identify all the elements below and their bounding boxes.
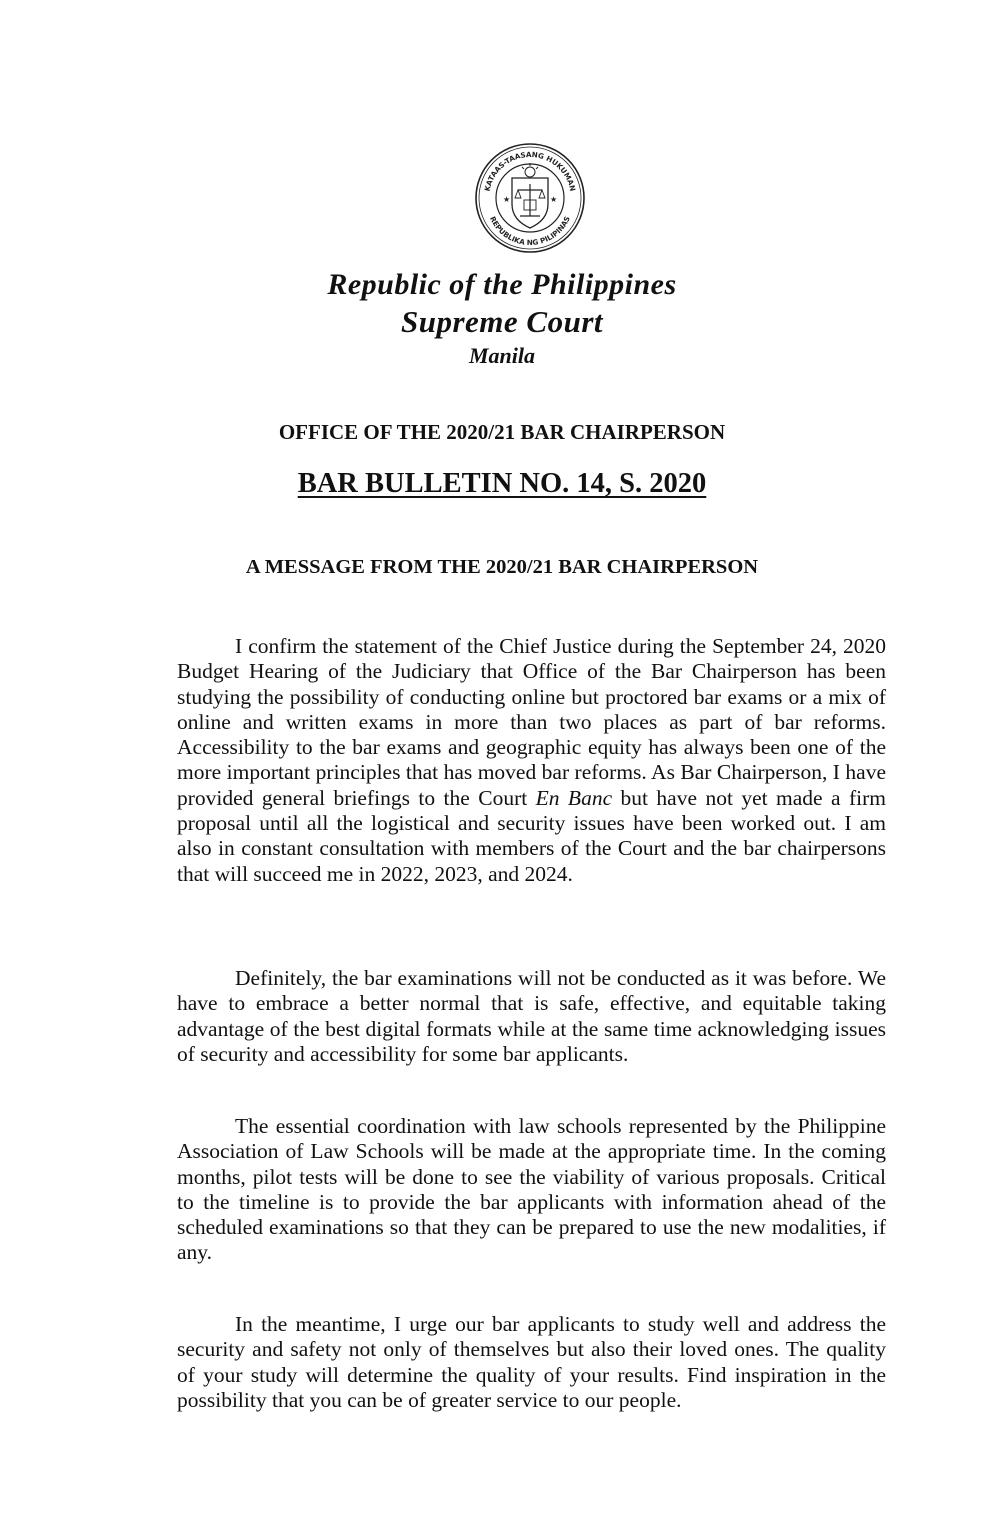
paragraph-1-text-b: but have not yet made a firm proposal until all the logistical and security issues have been worked out. I am also in constant consultation with members of the Court and the bar chairpersons that will succeed me in 2022, 2023, and 2024.	[177, 785, 886, 886]
paragraph-4: In the meantime, I urge our bar applicants to study well and address the security and safety not only of themselves but also their loved ones. The quality of your study will determine the quality of your results. Find inspiration in the possibility that you can be of greater service to our people.	[177, 1312, 886, 1412]
svg-text:★: ★	[550, 195, 558, 204]
paragraph-2: Definitely, the bar examinations will not be conducted as it was before. We have to embrace a better normal that is safe, effective, and equitable taking advantage of the best digital formats while at the same time acknowledging issues of security and accessibility for some bar applicants.	[177, 966, 886, 1066]
supreme-court-seal-icon	[474, 142, 586, 254]
seal-top-text: KATAAS-TAASANG HUKUMAN	[482, 149, 578, 193]
seal-bottom-text: REPUBLIKA NG PILIPINAS	[488, 214, 572, 247]
letterhead-court: Supreme Court	[400, 304, 604, 339]
letterhead-republic: Republic of the Philippines	[327, 268, 677, 301]
svg-text:★: ★	[503, 195, 511, 204]
letterhead-city: Manila	[468, 343, 536, 368]
paragraph-1	[177, 634, 886, 887]
office-heading: OFFICE OF THE 2020/21 BAR CHAIRPERSON	[278, 420, 726, 444]
message-title: A MESSAGE FROM THE 2020/21 BAR CHAIRPERSON	[245, 556, 759, 578]
bulletin-title: BAR BULLETIN NO. 14, S. 2020	[297, 468, 707, 499]
paragraph-1-text-a: I confirm the statement of the Chief Justice during the September 24, 2020 Budget Hearing of the Judiciary that Office of the Bar Chairperson has been studying the possibility of conducting online but proctored bar exams or a mix of online and written exams in more than two places as part of bar reforms. Accessibility to the bar exams and geographic equity has always been one of the more important principles that has moved bar reforms. As Bar Chairperson, I have provided general briefings to the Court	[177, 634, 886, 810]
paragraph-3: The essential coordination with law schools represented by the Philippine Association of Law Schools will be made at the appropriate time. In the coming months, pilot tests will be done to see the viability of various proposals. Critical to the timeline is to provide the bar applicants with information ahead of the scheduled examinations so that they can be prepared to use the new modalities, if any.	[177, 1114, 886, 1265]
paragraph-1-italic: En Banc	[535, 785, 613, 810]
